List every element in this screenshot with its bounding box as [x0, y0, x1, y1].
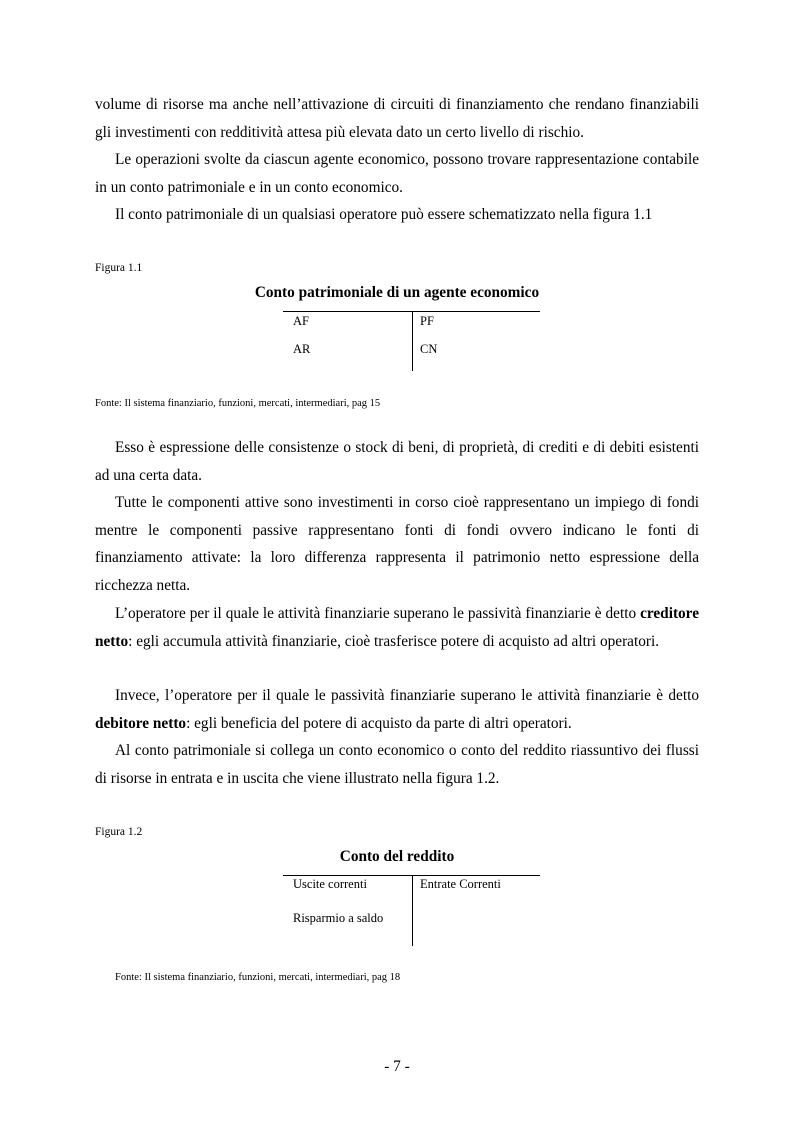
figure-caption: Figura 1.1 [95, 262, 143, 274]
page-number: - 7 - [384, 1058, 410, 1075]
t-account-right-cell: CN [420, 342, 438, 356]
t-account-right-cell: PF [420, 314, 434, 328]
figure-source: Fonte: Il sistema finanziario, funzioni, mercati, intermediari, pag 15 [95, 398, 381, 409]
bold-term: debitore netto [95, 714, 187, 732]
t-account-left-cell: AF [293, 314, 309, 328]
paragraph [95, 600, 699, 655]
figure-source: Fonte: Il sistema finanziario, funzioni, mercati, intermediari, pag 18 [115, 972, 401, 983]
paragraph-text: L’operatore per il quale le attività finanziarie superano le passività finanziarie è detto [115, 605, 641, 622]
paragraph: volume di risorse ma anche nell’attivazione di circuiti di finanziamento che rendano finanziabili gli investimenti con redditività attesa più elevata dato un certo livello di rischio. [95, 96, 699, 141]
t-account-left-cell: Risparmio a saldo [293, 911, 384, 925]
bold-term: creditore netto [95, 605, 699, 650]
t-account-right-cell: Entrate Correnti [420, 877, 501, 891]
figure-caption: Figura 1.2 [95, 826, 143, 838]
paragraph: Esso è espressione delle consistenze o stock di beni, di proprietà, di crediti e di debiti esistenti ad una certa data. [95, 439, 699, 484]
paragraph-text: : egli accumula attività finanziarie, cioè trasferisce potere di acquisto ad altri operatori. [128, 632, 660, 650]
figure-title: Conto patrimoniale di un agente economico [254, 284, 540, 301]
paragraph: Tutte le componenti attive sono investimenti in corso cioè rappresentano un impiego di fondi mentre le componenti passive rappresentano fonti di fondi ovvero indicano le fonti di finanziamento attivate: la loro differenza rappresenta il patrimonio netto espressione della ricchezza netta. [95, 494, 699, 594]
figure-title: Conto del reddito [339, 848, 455, 865]
t-account-divider [412, 311, 413, 371]
paragraph-text: : egli beneficia del potere di acquisto da parte di altri operatori. [186, 714, 572, 732]
t-account-left-cell: AR [293, 342, 311, 356]
t-account-divider [412, 875, 413, 946]
paragraph: Le operazioni svolte da ciascun agente economico, possono trovare rappresentazione contabile in un conto patrimoniale e in un conto economico. [95, 151, 699, 196]
paragraph-text: Invece, l’operatore per il quale le passività finanziarie superano le attività finanziarie è detto [115, 687, 699, 704]
paragraph: Il conto patrimoniale di un qualsiasi operatore può essere schematizzato nella figura 1.1 [115, 206, 653, 223]
paragraph: Al conto patrimoniale si collega un conto economico o conto del reddito riassuntivo dei flussi di risorse in entrata e in uscita che viene illustrato nella figura 1.2. [95, 742, 699, 787]
t-account-left-cell: Uscite correnti [293, 877, 367, 891]
paragraph [95, 682, 699, 737]
